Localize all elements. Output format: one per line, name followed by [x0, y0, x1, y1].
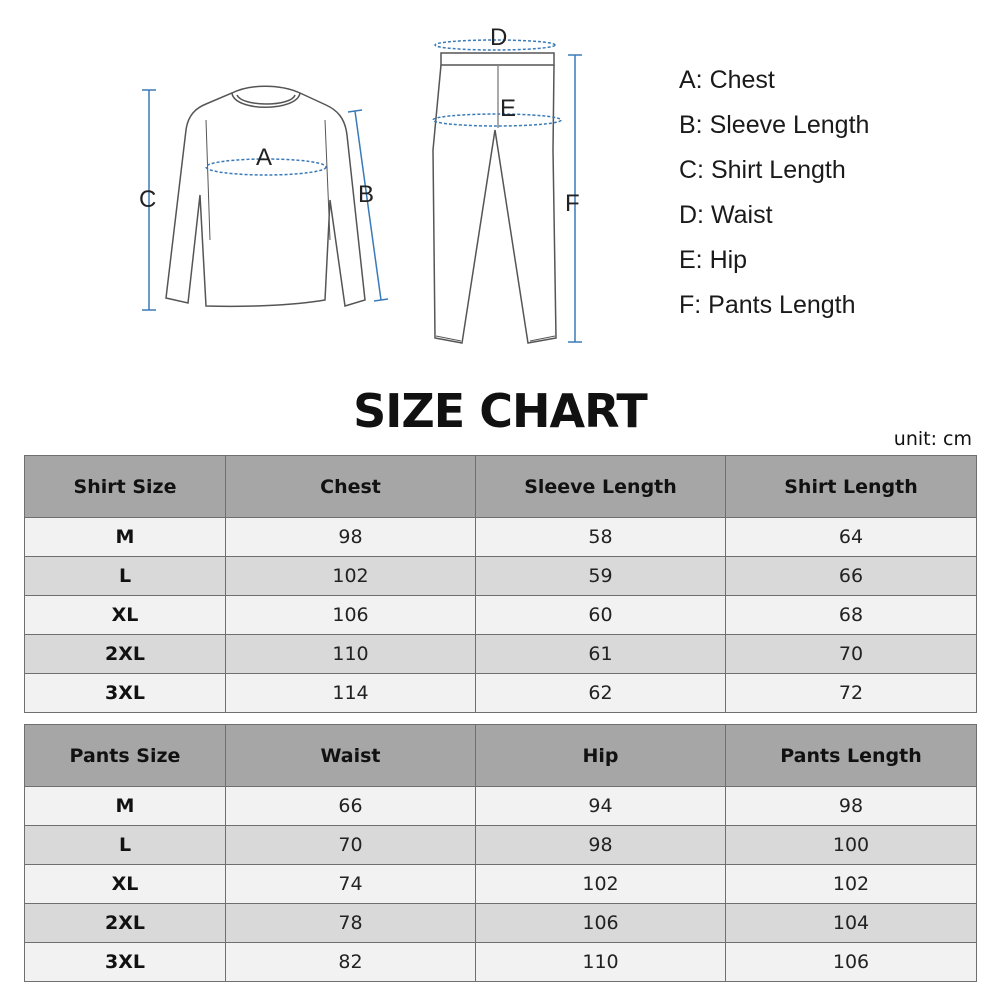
- value-cell: 72: [726, 674, 977, 713]
- label-e: E: [500, 95, 517, 122]
- size-cell: 3XL: [25, 674, 226, 713]
- legend-item-sleeve-length: B: Sleeve Length: [679, 111, 870, 139]
- table-row: [25, 557, 977, 596]
- header-shirt-size: Shirt Size: [25, 456, 226, 518]
- header-sleeve-length: Sleeve Length: [476, 456, 726, 518]
- label-d: D: [490, 24, 508, 51]
- value-cell: 106: [726, 943, 977, 982]
- legend-item-chest: A: Chest: [679, 66, 775, 94]
- value-cell: 70: [726, 635, 977, 674]
- table-header-row: [25, 456, 977, 518]
- legend-item-pants-length: F: Pants Length: [679, 291, 856, 319]
- size-cell: M: [25, 518, 226, 557]
- table-row: [25, 518, 977, 557]
- size-cell: 2XL: [25, 904, 226, 943]
- label-b: B: [358, 181, 375, 208]
- value-cell: 110: [226, 635, 476, 674]
- size-cell: L: [25, 557, 226, 596]
- legend-item-waist: D: Waist: [679, 201, 773, 229]
- measurement-legend: [679, 66, 869, 336]
- header-pants-size: Pants Size: [25, 725, 226, 787]
- header-pants-length: Pants Length: [726, 725, 977, 787]
- label-c: C: [139, 186, 157, 213]
- label-f: F: [565, 190, 580, 217]
- table-row: [25, 904, 977, 943]
- legend-item-shirt-length: C: Shirt Length: [679, 156, 846, 184]
- value-cell: 98: [226, 518, 476, 557]
- value-cell: 68: [726, 596, 977, 635]
- value-cell: 64: [726, 518, 977, 557]
- table-row: [25, 943, 977, 982]
- value-cell: 104: [726, 904, 977, 943]
- value-cell: 62: [476, 674, 726, 713]
- value-cell: 102: [726, 865, 977, 904]
- table-row: [25, 787, 977, 826]
- table-row: [25, 674, 977, 713]
- legend-item-hip: E: Hip: [679, 246, 748, 274]
- table-row: [25, 596, 977, 635]
- value-cell: 114: [226, 674, 476, 713]
- table-header-row: [25, 725, 977, 787]
- value-cell: 70: [226, 826, 476, 865]
- shirt-size-table: [24, 455, 977, 713]
- value-cell: 110: [476, 943, 726, 982]
- header-shirt-length: Shirt Length: [726, 456, 977, 518]
- page-title: SIZE CHART: [353, 384, 647, 438]
- value-cell: 98: [476, 826, 726, 865]
- pants-size-table: [24, 724, 977, 982]
- size-cell: 2XL: [25, 635, 226, 674]
- value-cell: 102: [226, 557, 476, 596]
- measurement-diagram: [0, 0, 1000, 370]
- unit-note: unit: cm: [893, 428, 972, 450]
- value-cell: 106: [476, 904, 726, 943]
- value-cell: 61: [476, 635, 726, 674]
- value-cell: 102: [476, 865, 726, 904]
- header-hip: Hip: [476, 725, 726, 787]
- table-row: [25, 635, 977, 674]
- value-cell: 94: [476, 787, 726, 826]
- value-cell: 66: [226, 787, 476, 826]
- value-cell: 100: [726, 826, 977, 865]
- value-cell: 74: [226, 865, 476, 904]
- value-cell: 106: [226, 596, 476, 635]
- size-cell: XL: [25, 596, 226, 635]
- value-cell: 98: [726, 787, 977, 826]
- table-row: [25, 865, 977, 904]
- value-cell: 58: [476, 518, 726, 557]
- header-waist: Waist: [226, 725, 476, 787]
- size-cell: XL: [25, 865, 226, 904]
- value-cell: 59: [476, 557, 726, 596]
- size-cell: 3XL: [25, 943, 226, 982]
- table-row: [25, 826, 977, 865]
- value-cell: 66: [726, 557, 977, 596]
- size-cell: M: [25, 787, 226, 826]
- size-cell: L: [25, 826, 226, 865]
- header-chest: Chest: [226, 456, 476, 518]
- value-cell: 82: [226, 943, 476, 982]
- value-cell: 60: [476, 596, 726, 635]
- shirt-outline: [166, 86, 365, 306]
- label-a: A: [256, 144, 273, 171]
- value-cell: 78: [226, 904, 476, 943]
- pants-outline: [433, 53, 556, 343]
